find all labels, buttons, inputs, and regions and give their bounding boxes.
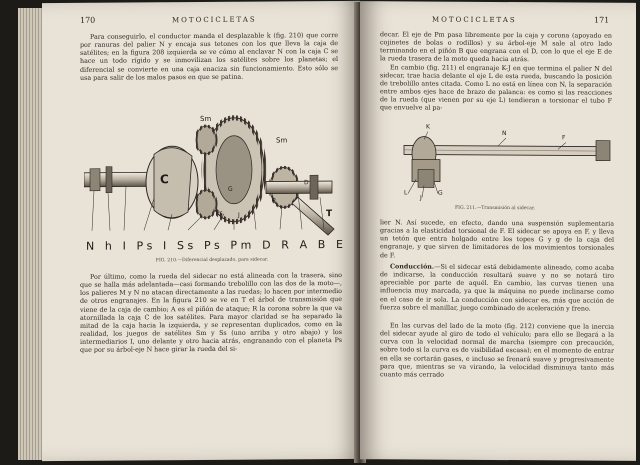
page-edges: [18, 8, 42, 460]
figure-labels-row: N h I Ps I Ss Ps Pm D R A B E: [86, 237, 347, 253]
label-sm-top: Sm: [200, 114, 212, 124]
right-shaft: [266, 181, 332, 193]
label-t: T: [326, 209, 333, 220]
right-page-number: 171: [594, 15, 610, 25]
section-title: Conducción.: [390, 263, 435, 271]
curves-paragraph: [380, 322, 614, 381]
paragraph: En las curvas del lado de la moto (fig. 212) conviene que la inercia del sidecar ayude al giro de todo el vehículo; para ello se llegará a la curva con la velocidad normal de marcha (siempre con precaución, sobre todo si la curva es de visibilidad escasa); en el momento de entrar en ella se cortarán gases, e incluso se frenará suave y progresivamente para que, mientras se va virando, la velocidad disminuya tanto más cuanto más cerrado: [380, 322, 614, 379]
label-j2: J: [420, 194, 422, 202]
label-ps: Ps: [216, 209, 223, 217]
label-g: G: [228, 185, 233, 193]
label-j: J: [238, 211, 240, 219]
left-page-header: MOTOCICLETAS: [172, 15, 257, 25]
label-r: R: [272, 197, 277, 205]
label-g2: G: [438, 189, 443, 197]
sidecar-transmission-illustration: [398, 129, 618, 202]
open-book: [18, 2, 634, 463]
paragraph: lier N. Así sucede, en efecto, dando una suspensión suplementaria gracias a la elasticidad torsional de F. El sidecar se apoya en F, y lleva un tetón que entra holgado entre los topes G y g de la caja del engranaje, y que sirven de limitadores de los movimientos torsionales de F.: [380, 219, 614, 259]
paragraph: Por último, como la rueda del sidecar no está alineada con la trasera, sino que se halla más adelantada—casi formando trebolillo con las dos de la moto—, los palieres M y N no atacan directamente a las ruedas; lo hacen por intermedio de otros engranajes. En la figura 210 se ve en T el árbol de transmisión que viene de la caja de cambio; A es el piñón de ataque; R la corona sobre la que va atornillada la caja C de los satélites. Para mayor claridad se ha separado la mitad de la caja hacia la izquierda, y se representan duplicados, como en la realidad, los juegos de satélites Sm y Ss (uno arriba y otro abajo) y los intermediarios I, uno delante y otro hacia atrás, engranando con el planeta Ps que por su árbol-eje N hace girar la rueda del si-: [80, 272, 342, 355]
right-page: [360, 1, 636, 461]
left-page-number: 170: [80, 15, 96, 25]
left-top-paragraph: [80, 32, 338, 83]
label-sm-right: Sm: [276, 136, 288, 145]
label-k: K: [426, 123, 430, 131]
figure-210-caption: FIG. 210.—Diferencial desplazado, para sidecar.: [155, 257, 269, 264]
right-middle-paragraph: [380, 219, 614, 261]
right-top-paragraphs: [380, 31, 612, 114]
differential-illustration: [84, 101, 342, 248]
left-page: [42, 1, 360, 461]
left-bottom-paragraph: [80, 272, 342, 355]
label-l: L: [404, 189, 408, 197]
paragraph: decar. El eje de Pm pasa libremente por la caja y corona (apoyado en cojinetes de bolas o rodillos) y su árbol-eje M sale al otro lado terminando en el piñón B que engrana con el D, con lo que el eje E de la rueda trasera de la moto queda hacia atrás.: [380, 31, 612, 64]
section-text: —Si el sidecar está debidamente alineado, como acaba de indicarse, la conducción resultará suave y no se notará tiro apreciable por parte de aquél. En cambio, las curvas tienen una influencia muy marcada, ya que la máquina no puede inclinarse como en el caso de ir sola. La conducción con sidecar es, más que acción de fuerza sobre el manillar, juego combinado de aceleración y freno.: [380, 263, 614, 313]
paragraph: En cambio (fig. 211) el engranaje K-J en que termina el palier N del sidecar, trae hacia delante el eje L de esta rueda, buscando la posición de trebolillo antes citada. Como L no está en línea con N, la separación entre ambos ejes hace de brazo de palanca: es como si las reacciones de la rueda (que vienen por su eje L) tendieran a torsionar el tubo F que envuelve al pa-: [380, 63, 612, 113]
figure-211-caption: FIG. 211.—Transmisión al sidecar.: [454, 205, 536, 212]
conduccion-section: [380, 263, 614, 313]
label-c: C: [160, 172, 169, 187]
label-n: N: [502, 130, 507, 138]
paragraph: Para conseguirlo, el conductor manda el desplazable k (fig. 210) que corre por ranuras del palier N y encaja sus tetones con los que lleva la caja de satélites; en la figura 208 izquierda se ve cómo al enclavar N con la caja C se hace un todo rígido y se inmovilizan los satélites sobre los planetas; el diferencial se convierte en una caja enaciza sin funcionamiento. Esto sólo se usa para salir de los malos pasos en que se patina.: [80, 32, 338, 82]
right-page-header: MOTOCICLETAS: [432, 15, 517, 25]
label-f: F: [562, 134, 566, 142]
label-d: D: [304, 179, 309, 187]
